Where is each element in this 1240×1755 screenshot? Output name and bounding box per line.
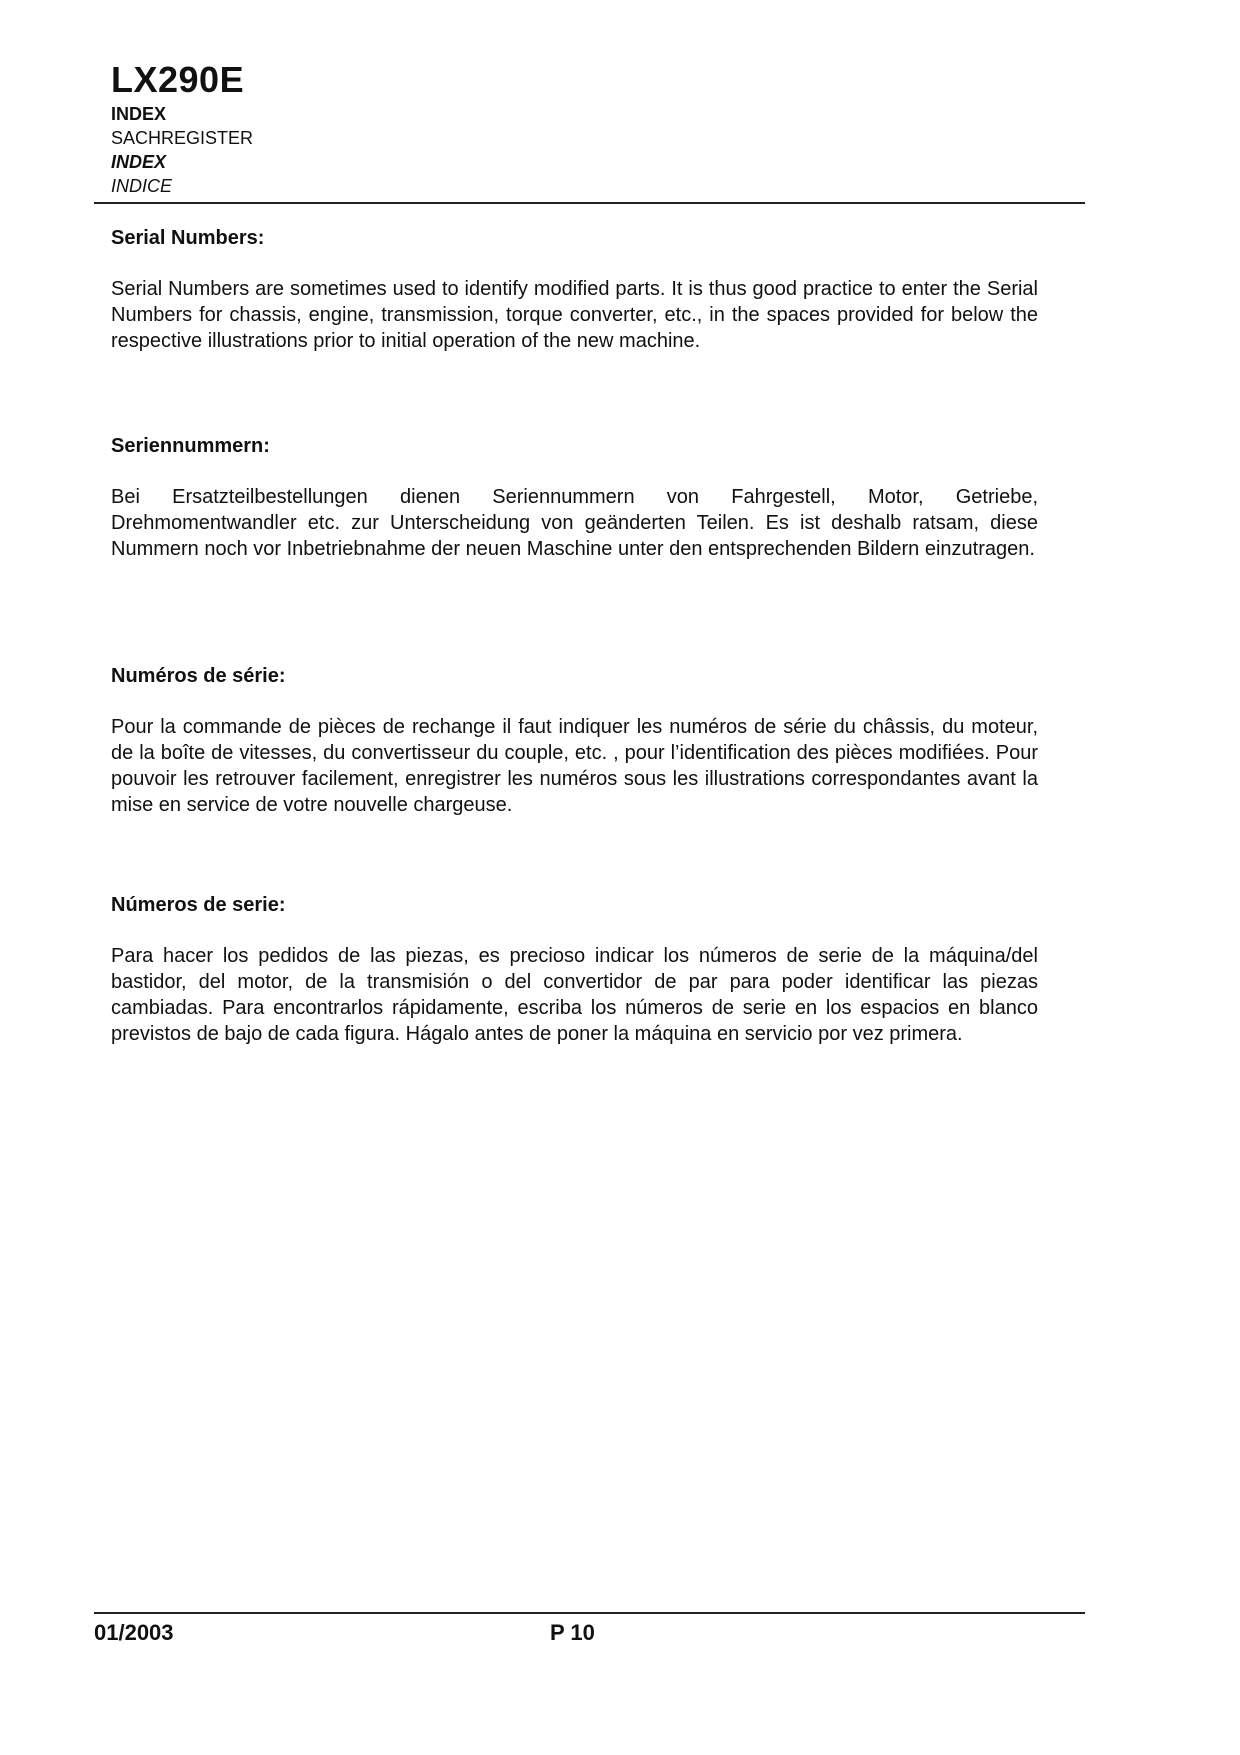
section-german	[111, 432, 1038, 562]
section-english	[111, 224, 1038, 354]
page-number: P 10	[550, 1620, 595, 1645]
section-title: Seriennummern:	[111, 435, 270, 457]
index-label-es: INDICE	[111, 176, 173, 196]
section-body: Pour la commande de pièces de rechange il faut indiquer les numéros de série du châssis, du moteur, de la boîte de vitesses, du convertisseur du couple, etc. , pour l’identification des pièces modifiées. Pour pouvoir les retrouver facilement, enregistrer les numéros sous les illustrations correspondantes avant la mise en service de votre nouvelle chargeuse.	[111, 716, 1038, 816]
section-body: Serial Numbers are sometimes used to identify modified parts. It is thus good practice to enter the Serial Numbers for chassis, engine, transmission, torque converter, etc., in the spaces provided for below the respective illustrations prior to initial operation of the new machine.	[111, 278, 1038, 352]
footer-divider	[94, 1612, 1085, 1614]
section-body: Bei Ersatzteilbestellungen dienen Seriennummern von Fahrgestell, Motor, Getriebe, Drehmomentwandler etc. zur Unterscheidung von geänderten Teilen. Es ist deshalb ratsam, diese Nummern noch vor Inbetriebnahme der neuen Maschine unter den entsprechenden Bildern einzutragen.	[111, 486, 1038, 560]
section-spanish	[111, 891, 1038, 1047]
section-title: Serial Numbers:	[111, 227, 265, 249]
index-label-de: SACHREGISTER	[111, 128, 254, 148]
section-french	[111, 662, 1038, 818]
section-body: Para hacer los pedidos de las piezas, es precioso indicar los números de serie de la máquina/del bastidor, del motor, de la transmisión o del convertidor de par para poder identificar las piezas cambiadas. Para encontrarlos rápidamente, escriba los números de serie en los espacios en blanco previstos de bajo de cada figura. Hágalo antes de poner la máquina en servicio por vez primera.	[111, 945, 1038, 1045]
page-header	[111, 58, 1071, 198]
section-title: Numéros de série:	[111, 665, 286, 687]
footer-date: 01/2003	[94, 1620, 174, 1645]
section-title: Números de serie:	[111, 894, 286, 916]
index-label-fr: INDEX	[111, 152, 167, 172]
model-title: LX290E	[111, 59, 245, 100]
index-label-en: INDEX	[111, 104, 167, 124]
header-divider	[94, 202, 1085, 204]
